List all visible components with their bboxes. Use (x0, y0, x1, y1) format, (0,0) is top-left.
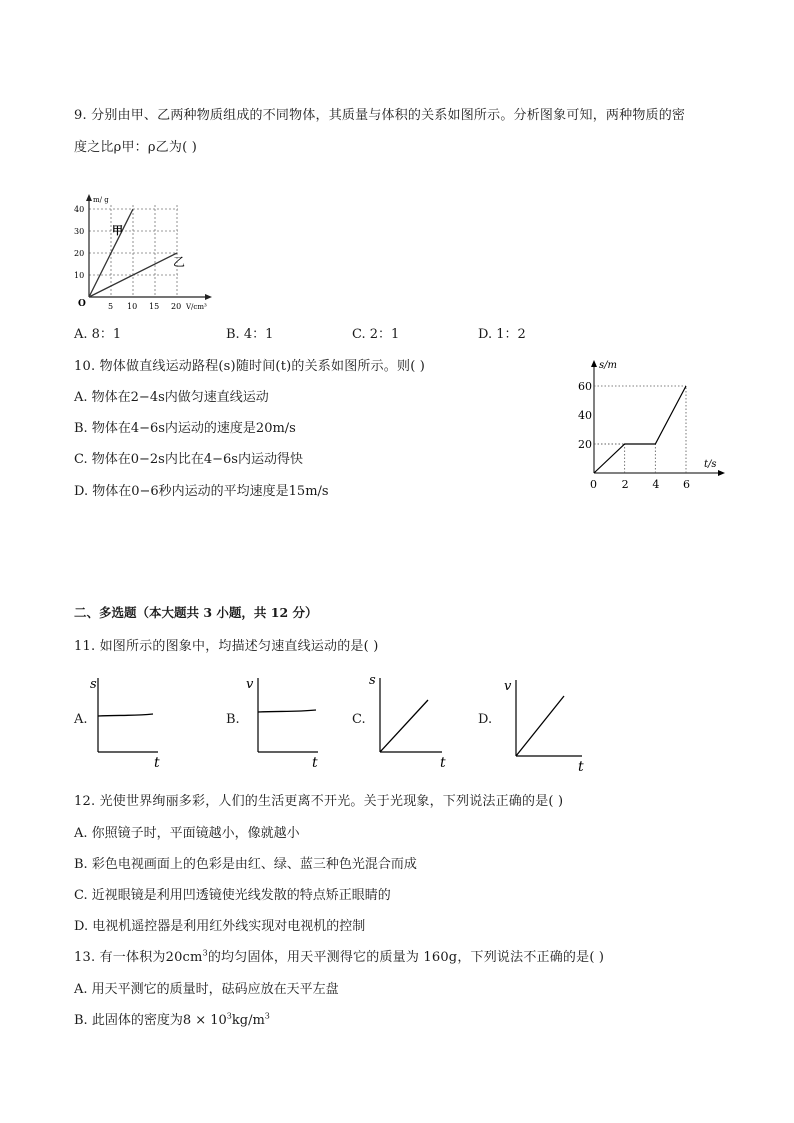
q12-option-d[interactable]: D. 电视机遥控器是利用红外线实现对电视机的控制 (74, 919, 366, 934)
q11-b-ylabel: v (246, 677, 254, 692)
q9-ytick-40: 40 (74, 205, 85, 214)
q13-stem-part2: 的均匀固体，用天平测得它的质量为 160g，下列说法不正确的是( ) (207, 950, 605, 965)
q10-xtick-4: 4 (652, 478, 660, 491)
q10-option-c[interactable]: C. 物体在0−2s内比在4−6s内运动得快 (74, 452, 303, 467)
q10-y-arrow (591, 360, 597, 367)
q9-mass-volume-graph (70, 190, 220, 315)
q10-distance-time-graph (570, 355, 730, 495)
q10-stem: 10. 物体做直线运动路程(s)随时间(t)的关系如图所示。则( ) (74, 359, 426, 374)
q9-option-a[interactable]: A. 8：1 (74, 327, 122, 342)
q11-b-xlabel: t (312, 755, 318, 771)
q10-x-arrow (718, 470, 725, 476)
q13-stem-part1: 13. 有一体积为20cm (74, 950, 203, 965)
q11-option-d-label[interactable]: D. (478, 712, 493, 727)
q10-xtick-2: 2 (621, 478, 629, 491)
q11-a-xlabel: t (154, 755, 160, 771)
q10-series-line (594, 386, 686, 473)
q11-option-b-label[interactable]: B. (226, 712, 240, 727)
q11-b-curve (258, 710, 316, 712)
q13-b-sup2: 3 (264, 1011, 270, 1021)
q13-stem-sup: 3 (202, 948, 208, 958)
q13-b-part1: B. 此固体的密度为8 × 10 (74, 1013, 227, 1028)
q10-ytick-60: 60 (578, 380, 592, 393)
q9-x-label: V/cm³ (186, 303, 207, 311)
q13-stem (74, 946, 604, 965)
q9-y-label: m/ g (93, 196, 109, 204)
q10-plot-area (578, 360, 725, 491)
q11-d-line (516, 696, 564, 756)
q11-stem: 11. 如图所示的图象中，均描述匀速直线运动的是( ) (74, 639, 379, 654)
section-multi-choice-title: 二、多选题（本大题共 3 小题，共 12 分） (74, 605, 318, 620)
q11-d-xlabel: t (578, 759, 584, 775)
q13-option-a[interactable]: A. 用天平测它的质量时，砝码应放在天平左盘 (74, 982, 339, 997)
q9-origin: O (78, 299, 86, 309)
q9-xtick-15: 15 (149, 302, 160, 311)
q13-b-part2: kg/m (231, 1013, 265, 1028)
q9-y-arrow (86, 194, 92, 201)
q9-grid (89, 205, 178, 297)
q9-option-b[interactable]: B. 4：1 (226, 327, 274, 342)
q9-xtick-20: 20 (171, 302, 182, 311)
q11-a-ylabel: s (90, 677, 97, 692)
q10-y-label: s/m (599, 360, 617, 371)
q9-xtick-5: 5 (108, 302, 114, 311)
q11-c-ylabel: s (369, 673, 376, 688)
q10-xtick-6: 6 (683, 478, 690, 491)
q9-option-d[interactable]: D. 1：2 (478, 327, 526, 342)
q9-option-c[interactable]: C. 2：1 (352, 327, 400, 342)
q13-b-sup1: 3 (226, 1011, 232, 1021)
q9-ytick-20: 20 (74, 249, 85, 258)
q9-label-jia: 甲 (112, 224, 123, 237)
q11-graph-c[interactable] (366, 668, 451, 772)
q10-option-b[interactable]: B. 物体在4−6s内运动的速度是20m/s (74, 421, 296, 436)
q11-c-line (380, 700, 428, 752)
q12-option-c[interactable]: C. 近视眼镜是利用凹透镜使光线发散的特点矫正眼睛的 (74, 888, 391, 903)
q11-graph-b[interactable] (240, 672, 325, 772)
q12-stem: 12. 光使世界绚丽多彩，人们的生活更离不开光。关于光现象，下列说法正确的是( ) (74, 794, 564, 809)
q11-d-ylabel: v (504, 679, 512, 694)
q9-stem-line2: 度之比ρ甲：ρ乙为( ) (74, 140, 197, 155)
q10-option-d[interactable]: D. 物体在0−6秒内运动的平均速度是15m/s (74, 484, 329, 499)
q9-ytick-30: 30 (74, 227, 85, 236)
q9-stem-line1: 9. 分别由甲、乙两种物质组成的不同物体，其质量与体积的关系如图所示。分析图象可知，两种物质的密 (74, 108, 686, 123)
q10-ytick-20: 20 (578, 438, 592, 451)
q10-ytick-40: 40 (578, 409, 592, 422)
q10-origin: 0 (590, 478, 597, 491)
q12-option-b[interactable]: B. 彩色电视画面上的色彩是由红、绿、蓝三种色光混合而成 (74, 857, 417, 872)
q9-xtick-10: 10 (127, 302, 138, 311)
q10-option-a[interactable]: A. 物体在2−4s内做匀速直线运动 (74, 390, 269, 405)
q11-option-a-label[interactable]: A. (74, 712, 88, 727)
q10-x-label: t/s (704, 459, 717, 470)
q12-option-a[interactable]: A. 你照镜子时，平面镜越小，像就越小 (74, 826, 300, 841)
q9-x-arrow (205, 294, 212, 300)
q9-ytick-10: 10 (74, 271, 85, 280)
q13-option-b[interactable] (74, 1009, 270, 1028)
q11-graph-a[interactable] (88, 672, 168, 772)
q11-graph-d[interactable] (498, 672, 593, 776)
q11-a-curve (98, 714, 153, 716)
q11-c-xlabel: t (440, 755, 446, 771)
q9-label-yi: 乙 (173, 255, 186, 269)
q11-option-c-label[interactable]: C. (352, 712, 366, 727)
